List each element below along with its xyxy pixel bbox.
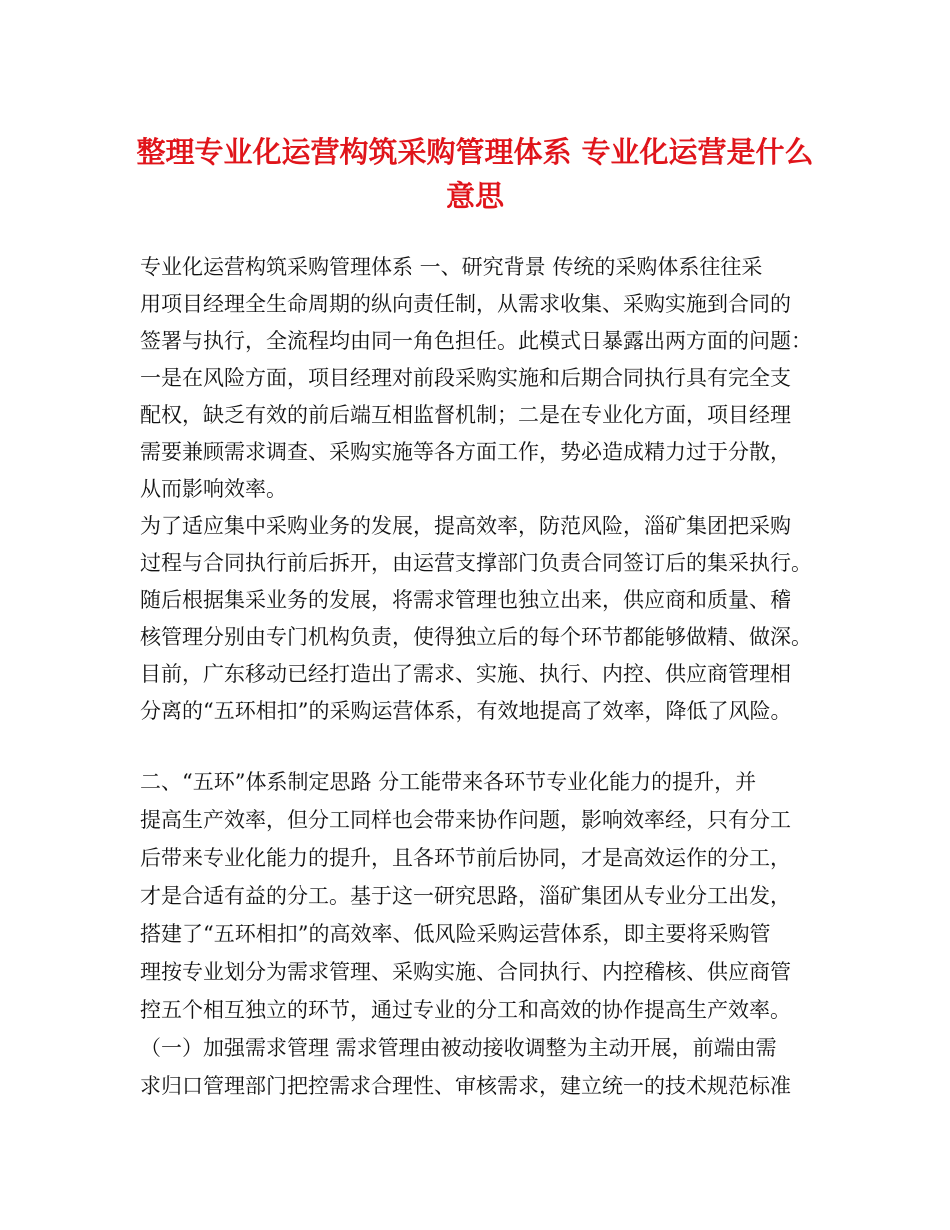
body-line: 过程与合同执行前后拆开，由运营支撑部门负责合同签订后的集采执行。 [140, 551, 812, 575]
body-line: 从而影响效率。 [140, 477, 287, 501]
body-line: 为了适应集中采购业务的发展，提高效率，防范风险，淄矿集团把采购 [140, 514, 791, 538]
body-line: 签署与执行，全流程均由同一角色担任。此模式日暴露出两方面的问题： [140, 329, 812, 353]
document-title-line-2: 意思 [445, 179, 504, 213]
body-line: 才是合适有益的分工。基于这一研究思路，淄矿集团从专业分工出发， [140, 884, 791, 908]
body-line: 随后根据集采业务的发展，将需求管理也独立出来，供应商和质量、稽 [140, 588, 791, 612]
body-line: 分离的“五环相扣”的采购运营体系，有效地提高了效率，降低了风险。 [140, 699, 792, 723]
body-line: 求归口管理部门把控需求合理性、审核需求，建立统一的技术规范标准 [140, 1074, 791, 1098]
body-line: 提高生产效率，但分工同样也会带来协作问题，影响效率经，只有分工 [140, 808, 791, 832]
body-line: 二、“五环”体系制定思路 分工能带来各环节专业化能力的提升，并 [140, 770, 757, 794]
body-line: 一是在风险方面，项目经理对前段采购实施和后期合同执行具有完全支 [140, 366, 791, 390]
body-line: 用项目经理全生命周期的纵向责任制，从需求收集、采购实施到合同的 [140, 292, 791, 316]
body-line: 理按专业划分为需求管理、采购实施、合同执行、内控稽核、供应商管 [140, 960, 791, 984]
document-title-line-1: 整理专业化运营构筑采购管理体系 专业化运营是什么 [136, 135, 814, 169]
body-line: 配权，缺乏有效的前后端互相监督机制；二是在专业化方面，项目经理 [140, 403, 791, 427]
body-line: 专业化运营构筑采购管理体系 一、研究背景 传统的采购体系往往采 [140, 255, 763, 279]
body-line: （一）加强需求管理 需求管理由被动接收调整为主动开展，前端由需 [140, 1036, 777, 1060]
body-line: 后带来专业化能力的提升，且各环节前后协同，才是高效运作的分工， [140, 846, 791, 870]
body-line: 核管理分别由专门机构负责，使得独立后的每个环节都能够做精、做深。 [140, 625, 812, 649]
body-line: 目前，广东移动已经打造出了需求、实施、执行、内控、供应商管理相 [140, 662, 791, 686]
body-line: 搭建了“五环相扣”的高效率、低风险采购运营体系，即主要将采购管 [140, 922, 771, 946]
body-line: 需要兼顾需求调查、采购实施等各方面工作，势必造成精力过于分散， [140, 440, 791, 464]
body-line: 控五个相互独立的环节，通过专业的分工和高效的协作提高生产效率。 [140, 998, 791, 1022]
